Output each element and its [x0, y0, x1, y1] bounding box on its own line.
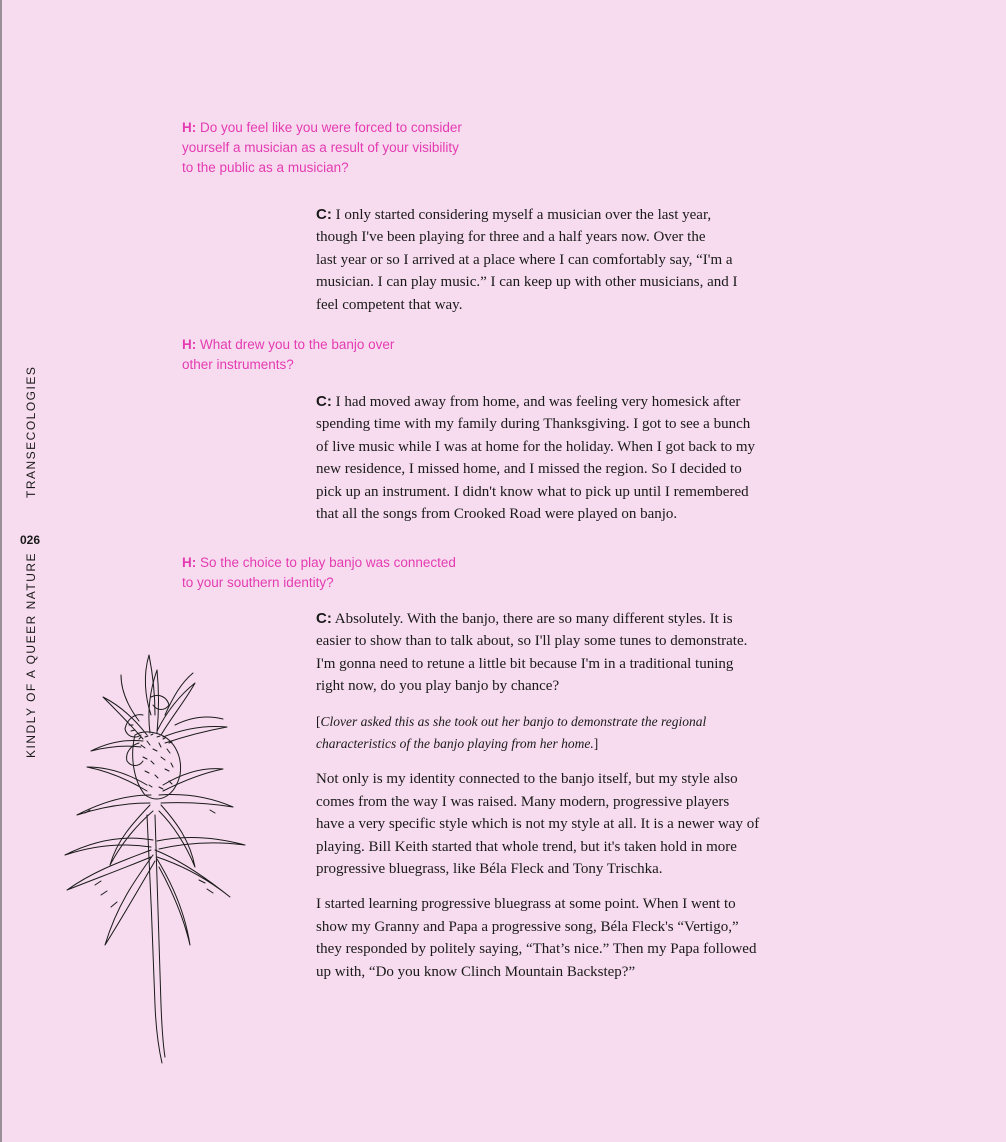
question-line: yourself a musician as a result of your visibility — [182, 140, 459, 155]
page-edge-rule — [0, 0, 2, 1142]
answer-paragraph — [316, 608, 786, 698]
answer-line: have a very specific style which is not my style at all. It is a newer way of — [316, 816, 760, 833]
question-3 — [182, 553, 456, 593]
answer-line: of live music while I was at home for the holiday. When I got back to my — [316, 438, 756, 455]
plant-sketch-icon — [55, 645, 275, 1070]
answer-line: pick up an instrument. I didn't know what to pick up until I remembered — [316, 483, 749, 500]
page-number: 026 — [20, 533, 41, 547]
answer-prefix: C: — [316, 393, 332, 410]
question-2 — [182, 335, 394, 375]
question-line: other instruments? — [182, 357, 294, 372]
question-line: to the public as a musician? — [182, 160, 349, 175]
answer-2 — [316, 391, 786, 538]
answer-line: easier to show than to talk about, so I'll play some tunes to demonstrate. — [316, 633, 748, 650]
answer-line: right now, do you play banjo by chance? — [316, 678, 560, 695]
answer-line: up with, “Do you know Clinch Mountain Backstep?” — [316, 963, 636, 980]
question-line: So the choice to play banjo was connected — [200, 555, 456, 570]
article-title: KINDLY OF A QUEER NATURE — [24, 551, 38, 758]
answer-3 — [316, 608, 786, 996]
question-1 — [182, 118, 462, 178]
answer-line: spending time with my family during Thanksgiving. I got to see a bunch — [316, 416, 751, 433]
answer-line: show my Granny and Papa a progressive song, Béla Fleck's “Vertigo,” — [316, 918, 739, 935]
question-prefix: H: — [182, 555, 197, 570]
question-prefix: H: — [182, 337, 197, 352]
answer-paragraph — [316, 391, 786, 525]
answer-line: progressive bluegrass, like Béla Fleck and Tony Trischka. — [316, 861, 663, 878]
answer-line: comes from the way I was raised. Many modern, progressive players — [316, 793, 730, 810]
answer-line: musician. I can play music.” I can keep up with other musicians, and I — [316, 274, 738, 291]
answer-line: I only started considering myself a musician over the last year, — [335, 207, 712, 223]
answer-line: though I've been playing for three and a half years now. Over the — [316, 229, 706, 246]
answer-prefix: C: — [316, 206, 332, 223]
answer-line: Absolutely. With the banjo, there are so many different styles. It is — [334, 611, 733, 627]
question-prefix: H: — [182, 120, 197, 135]
answer-paragraph — [316, 768, 786, 880]
question-line: What drew you to the banjo over — [200, 337, 395, 352]
answer-line: I'm gonna need to retune a little bit because I'm in a traditional tuning — [316, 655, 734, 672]
answer-paragraph — [316, 893, 786, 983]
answer-line: I had moved away from home, and was feeling very homesick after — [335, 394, 741, 410]
answer-paragraph — [316, 204, 786, 316]
aside-line: Clover asked this as she took out her banjo to demonstrate the regional — [320, 713, 707, 729]
answer-1 — [316, 204, 786, 329]
answer-line: they responded by politely saying, “That’s nice.” Then my Papa followed — [316, 941, 757, 958]
question-line: Do you feel like you were forced to consider — [200, 120, 462, 135]
answer-line: new residence, I missed home, and I missed the region. So I decided to — [316, 461, 742, 478]
answer-line: playing. Bill Keith started that whole trend, but it's taken hold in more — [316, 838, 737, 855]
answer-line: last year or so I arrived at a place where I can comfortably say, “I'm a — [316, 251, 733, 268]
answer-prefix: C: — [316, 610, 332, 627]
answer-line: feel competent that way. — [316, 296, 463, 313]
answer-line: I started learning progressive bluegrass at some point. When I went to — [316, 896, 736, 913]
journal-title: TRANSECOLOGIES — [24, 365, 38, 498]
answer-line: Not only is my identity connected to the banjo itself, but my style also — [316, 771, 738, 788]
aside-line: characteristics of the banjo playing from her home. — [316, 736, 594, 752]
editorial-aside: [Clover asked this as she took out her banjo to demonstrate the regional characteristics of the banjo playing from her home.] — [316, 713, 707, 752]
answer-line: that all the songs from Crooked Road were played on banjo. — [316, 506, 678, 523]
question-line: to your southern identity? — [182, 575, 334, 590]
